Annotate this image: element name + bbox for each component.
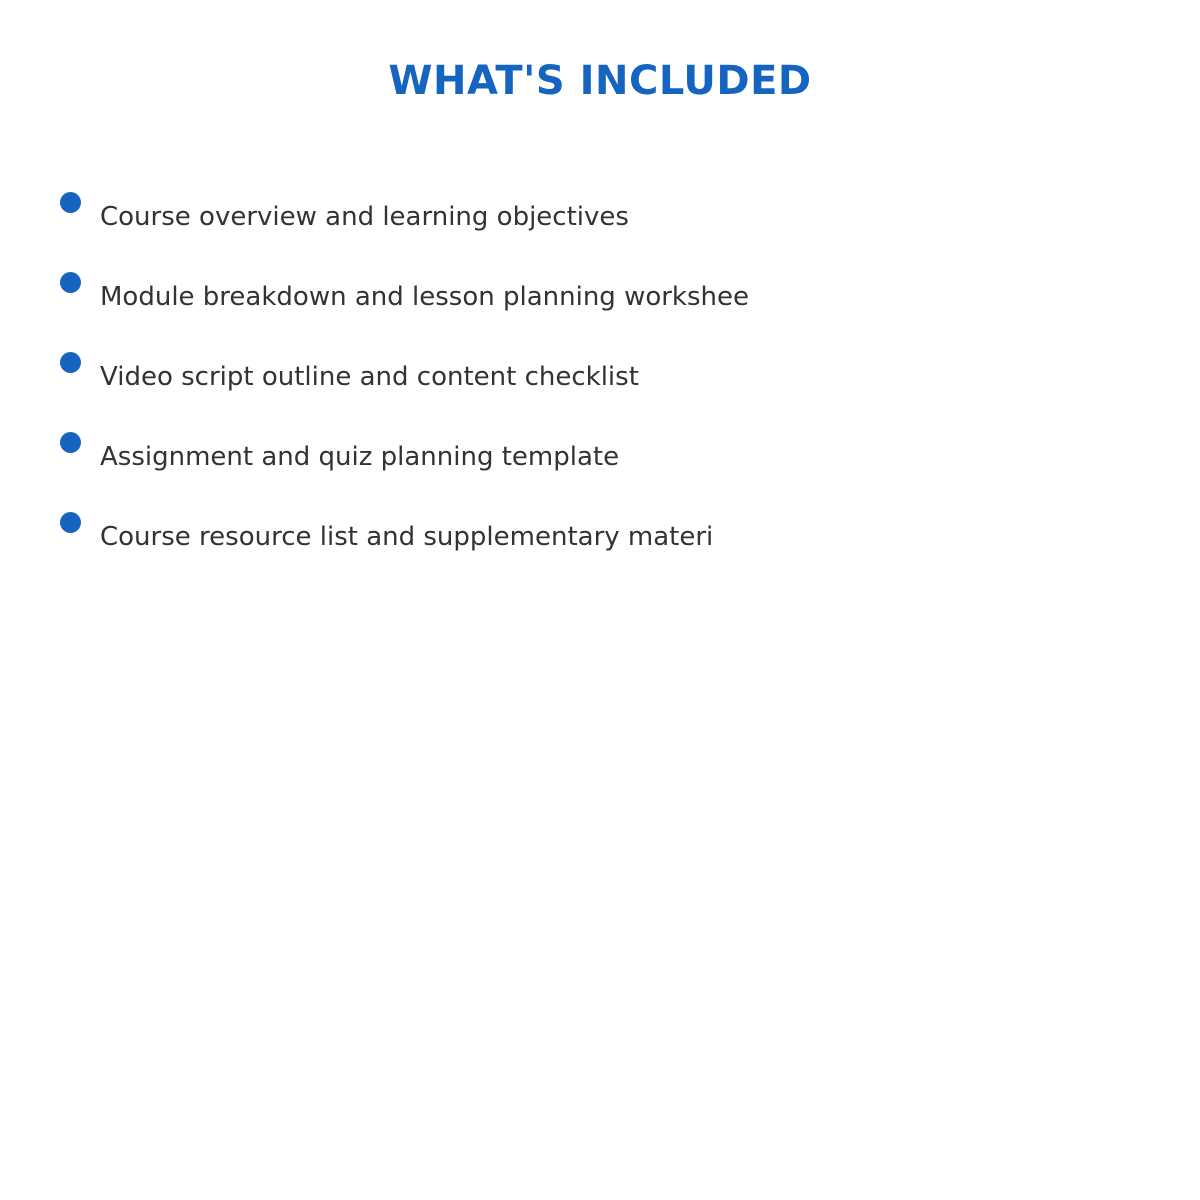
list-item-label: Video script outline and content checklist bbox=[100, 362, 639, 392]
list-item bbox=[60, 270, 1060, 350]
list-item bbox=[60, 510, 1060, 590]
included-list bbox=[60, 190, 1060, 590]
list-item-label: Course resource list and supplementary materi bbox=[100, 522, 714, 552]
bullet-icon bbox=[60, 272, 81, 293]
list-item-label: Course overview and learning objectives bbox=[100, 202, 629, 232]
page-title: WHAT'S INCLUDED bbox=[388, 58, 812, 104]
bullet-icon bbox=[60, 192, 81, 213]
list-item bbox=[60, 350, 1060, 430]
list-item bbox=[60, 430, 1060, 510]
bullet-icon bbox=[60, 512, 81, 533]
list-item-label: Assignment and quiz planning template bbox=[100, 442, 620, 472]
bullet-icon bbox=[60, 352, 81, 373]
list-item-label: Module breakdown and lesson planning workshee bbox=[100, 282, 749, 312]
list-item bbox=[60, 190, 1060, 270]
bullet-icon bbox=[60, 432, 81, 453]
